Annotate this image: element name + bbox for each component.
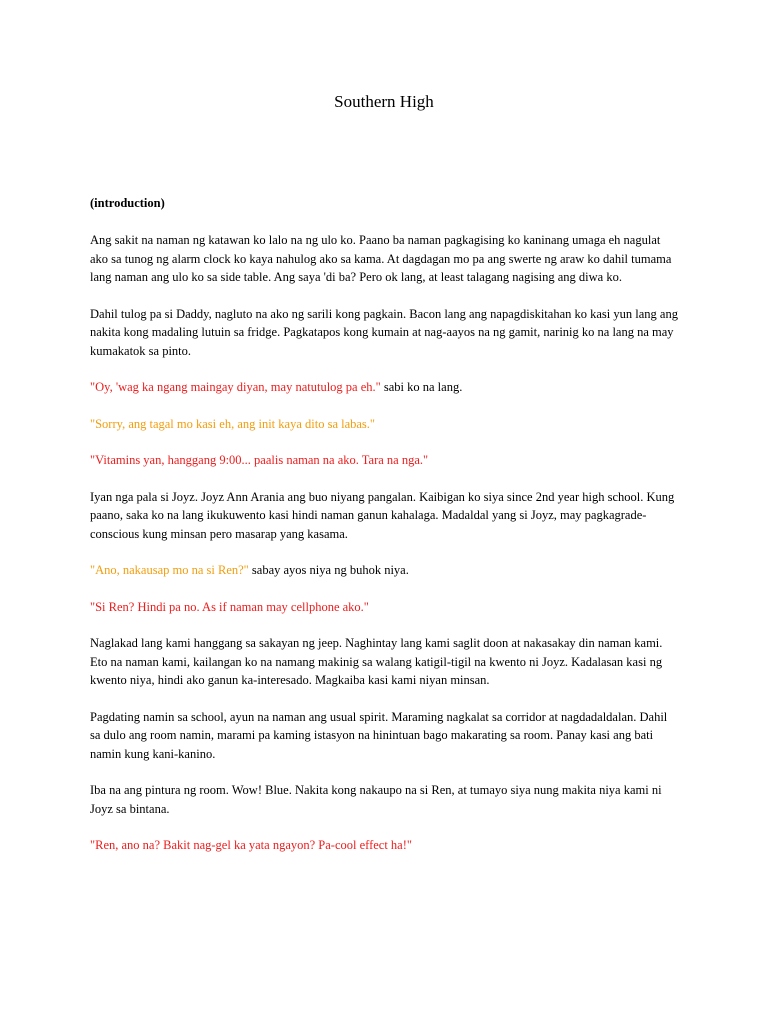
paragraph-text: Iba na ang pintura ng room. Wow! Blue. Nakita kong nakaupo na si Ren, at tumayo siya nung makita niya kami ni Joyz sa bintana. bbox=[90, 783, 662, 816]
dialogue-paragraph bbox=[90, 561, 680, 580]
paragraph-text: Pagdating namin sa school, ayun na naman ang usual spirit. Maraming nagkalat sa corridor at nagdadaldalan. Dahil sa dulo ang room namin, marami pa kaming istasyon na hinintuan bago makarating sa room. Panay kasi ang bati namin kung kani-kanino. bbox=[90, 709, 668, 761]
dialogue-paragraph bbox=[90, 598, 680, 617]
dialogue-quote: "Si Ren? Hindi pa no. As if naman may cellphone ako." bbox=[90, 599, 369, 614]
dialogue-quote: "Sorry, ang tagal mo kasi eh, ang init kaya dito sa labas." bbox=[90, 416, 376, 431]
dialogue-paragraph bbox=[90, 378, 680, 397]
dialogue-paragraph bbox=[90, 451, 680, 470]
paragraph bbox=[90, 781, 680, 818]
paragraph-text: Dahil tulog pa si Daddy, nagluto na ako ng sarili kong pagkain. Bacon lang ang napagdiskitahan ko kasi yun lang ang nakita kong madaling lutuin sa fridge. Pagkatapos kong kumain at nag-aayos na ng gamit, narinig ko na lang na may kumakatok sa pinto. bbox=[90, 306, 678, 358]
paragraph bbox=[90, 305, 680, 361]
dialogue-paragraph bbox=[90, 415, 680, 434]
dialogue-tag: sabay ayos niya ng buhok niya. bbox=[248, 563, 409, 577]
dialogue-quote: "Oy, 'wag ka ngang maingay diyan, may natutulog pa eh." bbox=[90, 380, 381, 394]
dialogue-quote: "Ren, ano na? Bakit nag-gel ka yata ngayon? Pa-cool effect ha!" bbox=[90, 838, 412, 852]
paragraph-text: Ang sakit na naman ng katawan ko lalo na ng ulo ko. Paano ba naman pagkagising ko kaninang umaga eh nagulat ako sa tunog ng alarm clock ko kaya nahulog ako sa kama. At dagdagan mo pa ang swerte ng araw ko dahil tumama lang naman ang ulo ko sa side table. Ang saya 'di ba? Pero ok lang, at least talagang nagising ang diwa ko. bbox=[90, 233, 672, 284]
paragraph-text: Iyan nga pala si Joyz. Joyz Ann Arania ang buo niyang pangalan. Kaibigan ko siya since 2nd year high school. Kung paano, saka ko na lang ikukuwento kasi hindi naman ganun kahalaga. Madaldal yang si Joyz, may pagkagrade-conscious kung minsan pero masarap yang kasama. bbox=[90, 489, 675, 541]
paragraph bbox=[90, 634, 680, 690]
document-body bbox=[90, 231, 680, 873]
dialogue-quote: "Ano, nakausap mo na si Ren?" bbox=[90, 563, 249, 577]
paragraph-text: Naglakad lang kami hanggang sa sakayan ng jeep. Naghintay lang kami saglit doon at nakasakay din naman kami. Eto na naman kami, kailangan ko na namang makinig sa walang katigil-tigil na kwento ni Joyz. Kadalasan kasi ng kwento niya, hindi ako ganun ka-interesado. Magkaiba kasi kami niyan minsan. bbox=[90, 636, 663, 687]
dialogue-quote: "Vitamins yan, hanggang 9:00... paalis naman na ako. Tara na nga." bbox=[90, 453, 429, 467]
paragraph bbox=[90, 708, 680, 764]
paragraph bbox=[90, 231, 680, 287]
document-title: Southern High bbox=[334, 92, 434, 111]
dialogue-paragraph bbox=[90, 836, 680, 855]
paragraph bbox=[90, 488, 680, 544]
dialogue-tag: sabi ko na lang. bbox=[380, 380, 463, 394]
section-heading: (introduction) bbox=[90, 196, 165, 210]
